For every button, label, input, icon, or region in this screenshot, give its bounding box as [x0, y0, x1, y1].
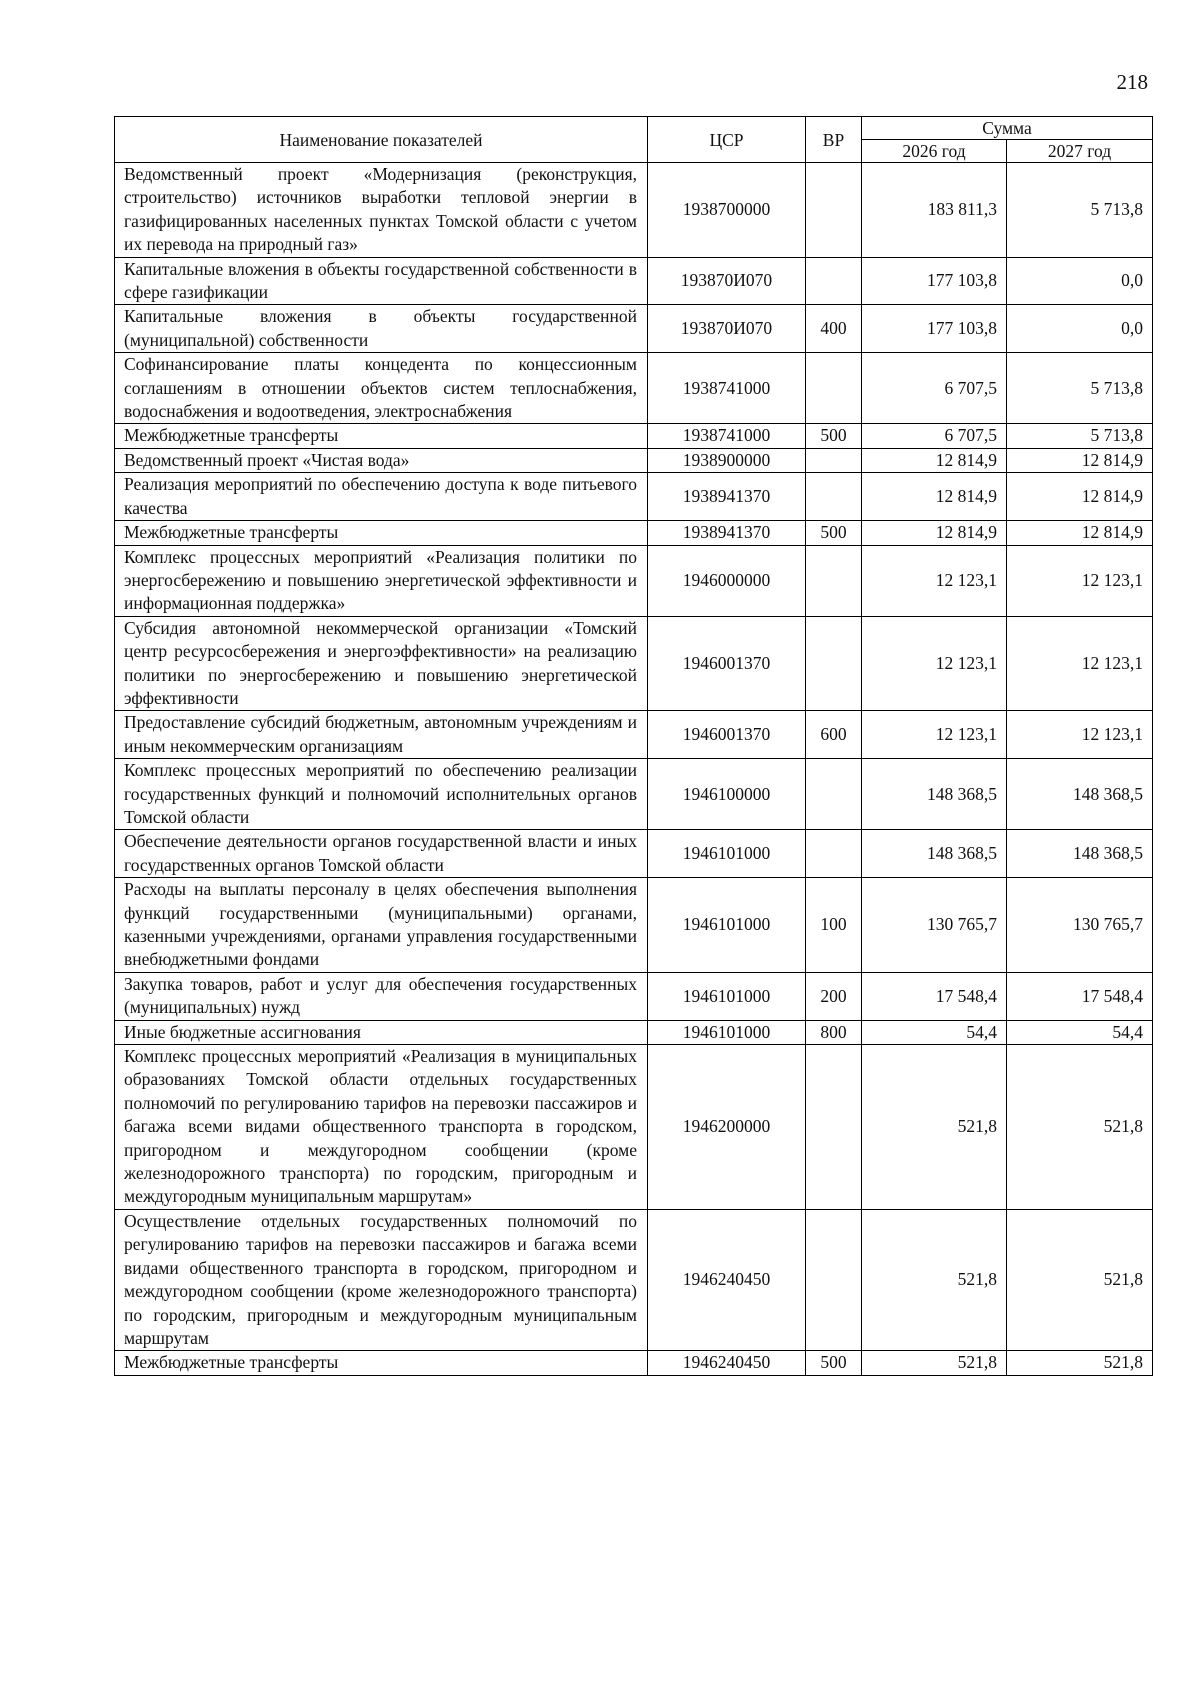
- row-vr-code: [806, 616, 862, 711]
- row-csr-code: 1938741000: [648, 424, 806, 448]
- table-row: [115, 305, 1153, 353]
- row-vr-code: 500: [806, 424, 862, 448]
- row-csr-code: 1946100000: [648, 759, 806, 830]
- row-amount-2027: 0,0: [1007, 305, 1153, 353]
- row-vr-code: 500: [806, 1351, 862, 1375]
- row-name: Расходы на выплаты персоналу в целях обеспечения выполнения функций государственными (муниципальными) органами, казенными учреждениями, органами управления государственными внебюджетными фондами: [115, 878, 648, 973]
- row-vr-code: 600: [806, 711, 862, 759]
- budget-table: [114, 116, 1153, 1376]
- row-name: Обеспечение деятельности органов государственной власти и иных государственных органов Томской области: [115, 830, 648, 878]
- row-name: Ведомственный проект «Модернизация (реконструкция, строительство) источников выработки тепловой энергии в газифицированных населенных пунктах Томской области с учетом их перевода на природный газ»: [115, 163, 648, 258]
- row-vr-code: [806, 473, 862, 521]
- table-row: [115, 163, 1153, 258]
- row-amount-2027: 12 814,9: [1007, 521, 1153, 545]
- table-row: [115, 711, 1153, 759]
- header-year-2026: 2026 год: [862, 140, 1007, 163]
- table-body: [115, 163, 1153, 1376]
- row-amount-2026: 12 814,9: [862, 473, 1007, 521]
- table-row: [115, 257, 1153, 305]
- header-sum: Сумма: [862, 117, 1153, 140]
- row-name: Комплекс процессных мероприятий «Реализация в муниципальных образованиях Томской области отдельных государственных полномочий по регулированию тарифов на перевозки пассажиров и багажа всеми видами общественного транспорта в городском, пригородном и междугородном сообщении (кроме железнодорожного транспорта) по городским, пригородным и междугородным муниципальным маршрутам»: [115, 1045, 648, 1210]
- row-csr-code: 1946101000: [648, 830, 806, 878]
- table-row: [115, 616, 1153, 711]
- table-row: [115, 521, 1153, 545]
- row-csr-code: 1946101000: [648, 972, 806, 1020]
- row-vr-code: [806, 448, 862, 472]
- row-amount-2027: 5 713,8: [1007, 163, 1153, 258]
- row-vr-code: [806, 257, 862, 305]
- table-row: [115, 1020, 1153, 1044]
- table-row: [115, 545, 1153, 616]
- row-vr-code: 100: [806, 878, 862, 973]
- row-name: Капитальные вложения в объекты государственной собственности в сфере газификации: [115, 257, 648, 305]
- header-name: Наименование показателей: [115, 117, 648, 163]
- row-name: Комплекс процессных мероприятий «Реализация политики по энергосбережению и повышению энергетической эффективности и информационная поддержка»: [115, 545, 648, 616]
- row-amount-2026: 54,4: [862, 1020, 1007, 1044]
- row-amount-2026: 6 707,5: [862, 353, 1007, 424]
- table-row: [115, 878, 1153, 973]
- row-vr-code: 200: [806, 972, 862, 1020]
- table-row: [115, 424, 1153, 448]
- table-row: [115, 353, 1153, 424]
- row-csr-code: 1938941370: [648, 521, 806, 545]
- row-name: Межбюджетные трансферты: [115, 521, 648, 545]
- row-amount-2027: 5 713,8: [1007, 353, 1153, 424]
- row-csr-code: 1946001370: [648, 711, 806, 759]
- row-vr-code: [806, 1045, 862, 1210]
- row-amount-2026: 12 814,9: [862, 448, 1007, 472]
- row-amount-2027: 521,8: [1007, 1045, 1153, 1210]
- row-vr-code: 500: [806, 521, 862, 545]
- row-amount-2027: 148 368,5: [1007, 830, 1153, 878]
- table-row: [115, 830, 1153, 878]
- table-row: [115, 448, 1153, 472]
- header-vr: ВР: [806, 117, 862, 163]
- row-amount-2026: 17 548,4: [862, 972, 1007, 1020]
- row-amount-2027: 0,0: [1007, 257, 1153, 305]
- row-amount-2026: 183 811,3: [862, 163, 1007, 258]
- row-csr-code: 1946240450: [648, 1209, 806, 1350]
- row-name: Софинансирование платы концедента по концессионным соглашениям в отношении объектов систем теплоснабжения, водоснабжения и водоотведения, электроснабжения: [115, 353, 648, 424]
- row-csr-code: 193870И070: [648, 257, 806, 305]
- row-vr-code: [806, 830, 862, 878]
- row-amount-2027: 17 548,4: [1007, 972, 1153, 1020]
- row-amount-2026: 148 368,5: [862, 830, 1007, 878]
- row-name: Предоставление субсидий бюджетным, автономным учреждениям и иным некоммерческим организациям: [115, 711, 648, 759]
- row-amount-2027: 12 814,9: [1007, 473, 1153, 521]
- row-csr-code: 1946000000: [648, 545, 806, 616]
- table-row: [115, 972, 1153, 1020]
- row-amount-2027: 148 368,5: [1007, 759, 1153, 830]
- row-csr-code: 1946101000: [648, 878, 806, 973]
- row-name: Капитальные вложения в объекты государственной (муниципальной) собственности: [115, 305, 648, 353]
- row-amount-2026: 521,8: [862, 1209, 1007, 1350]
- row-csr-code: 1938941370: [648, 473, 806, 521]
- table-row: [115, 759, 1153, 830]
- row-amount-2026: 521,8: [862, 1351, 1007, 1375]
- row-vr-code: 800: [806, 1020, 862, 1044]
- row-amount-2027: 130 765,7: [1007, 878, 1153, 973]
- row-csr-code: 1946001370: [648, 616, 806, 711]
- row-vr-code: [806, 163, 862, 258]
- row-amount-2026: 6 707,5: [862, 424, 1007, 448]
- row-amount-2026: 521,8: [862, 1045, 1007, 1210]
- row-amount-2027: 521,8: [1007, 1351, 1153, 1375]
- row-name: Комплекс процессных мероприятий по обеспечению реализации государственных функций и полномочий исполнительных органов Томской области: [115, 759, 648, 830]
- row-amount-2026: 12 123,1: [862, 545, 1007, 616]
- row-name: Закупка товаров, работ и услуг для обеспечения государственных (муниципальных) нужд: [115, 972, 648, 1020]
- row-amount-2027: 12 123,1: [1007, 545, 1153, 616]
- row-csr-code: 193870И070: [648, 305, 806, 353]
- row-vr-code: [806, 759, 862, 830]
- row-name: Реализация мероприятий по обеспечению доступа к воде питьевого качества: [115, 473, 648, 521]
- row-name: Осуществление отдельных государственных полномочий по регулированию тарифов на перевозки пассажиров и багажа всеми видами общественного транспорта в городском, пригородном и междугородном сообщении (кроме железнодорожного транспорта) по городским, пригородным и междугородным муниципальным маршрутам: [115, 1209, 648, 1350]
- row-csr-code: 1946200000: [648, 1045, 806, 1210]
- row-csr-code: 1938900000: [648, 448, 806, 472]
- row-amount-2027: 54,4: [1007, 1020, 1153, 1044]
- row-name: Ведомственный проект «Чистая вода»: [115, 448, 648, 472]
- row-amount-2027: 12 123,1: [1007, 711, 1153, 759]
- row-amount-2027: 12 123,1: [1007, 616, 1153, 711]
- table-row: [115, 1209, 1153, 1350]
- row-name: Субсидия автономной некоммерческой организации «Томский центр ресурсосбережения и энергоэффективности» на реализацию политики по энергосбережению и повышению энергетической эффективности: [115, 616, 648, 711]
- row-vr-code: [806, 1209, 862, 1350]
- row-name: Межбюджетные трансферты: [115, 1351, 648, 1375]
- row-amount-2026: 12 123,1: [862, 616, 1007, 711]
- row-amount-2027: 5 713,8: [1007, 424, 1153, 448]
- row-amount-2026: 12 123,1: [862, 711, 1007, 759]
- row-csr-code: 1946240450: [648, 1351, 806, 1375]
- table-header: [115, 117, 1153, 163]
- table-row: [115, 1351, 1153, 1375]
- row-vr-code: [806, 545, 862, 616]
- row-vr-code: [806, 353, 862, 424]
- header-year-2027: 2027 год: [1007, 140, 1153, 163]
- table-row: [115, 473, 1153, 521]
- row-amount-2026: 177 103,8: [862, 257, 1007, 305]
- row-amount-2027: 521,8: [1007, 1209, 1153, 1350]
- table-row: [115, 1045, 1153, 1210]
- row-csr-code: 1938741000: [648, 353, 806, 424]
- row-amount-2026: 148 368,5: [862, 759, 1007, 830]
- row-amount-2026: 177 103,8: [862, 305, 1007, 353]
- row-csr-code: 1938700000: [648, 163, 806, 258]
- row-amount-2026: 12 814,9: [862, 521, 1007, 545]
- header-csr: ЦСР: [648, 117, 806, 163]
- row-amount-2027: 12 814,9: [1007, 448, 1153, 472]
- row-amount-2026: 130 765,7: [862, 878, 1007, 973]
- row-name: Межбюджетные трансферты: [115, 424, 648, 448]
- row-csr-code: 1946101000: [648, 1020, 806, 1044]
- row-vr-code: 400: [806, 305, 862, 353]
- row-name: Иные бюджетные ассигнования: [115, 1020, 648, 1044]
- page-number: 218: [1116, 70, 1148, 94]
